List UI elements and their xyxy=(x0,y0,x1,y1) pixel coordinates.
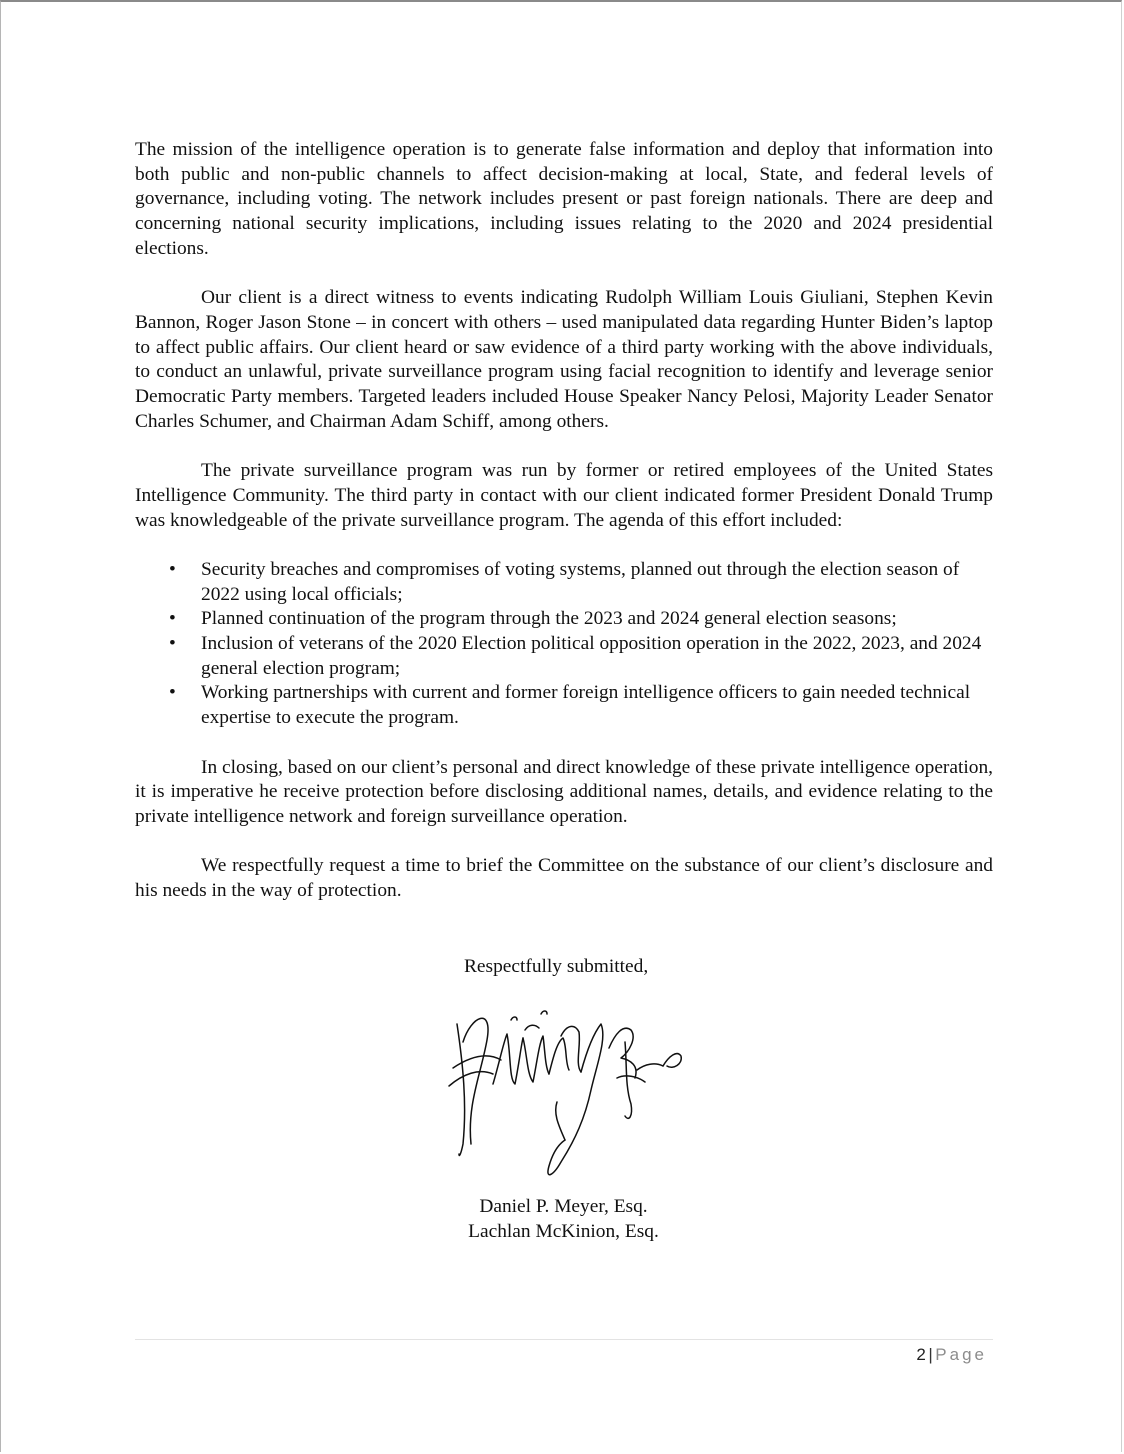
page-footer xyxy=(916,1344,987,1366)
page-separator: | xyxy=(928,1345,934,1364)
bullet-icon: • xyxy=(169,558,176,580)
list-item xyxy=(135,607,993,632)
list-item xyxy=(135,558,993,607)
footer-divider xyxy=(135,1339,993,1340)
closing-salutation: Respectfully submitted, xyxy=(464,956,649,977)
list-item xyxy=(135,681,993,730)
list-item-text: Security breaches and compromises of voting systems, planned out through the election season of 2022 using local officials; xyxy=(201,558,960,605)
list-item xyxy=(135,632,993,681)
paragraph-request: We respectfully request a time to brief the Committee on the substance of our client’s disclosure and his needs in the way of protection. xyxy=(135,855,993,902)
signature-icon xyxy=(441,994,701,1186)
page-label: Page xyxy=(935,1345,987,1364)
paragraph-mission: The mission of the intelligence operation is to generate false information and deploy that information into both public and non-public channels to affect decision-making at local, State, and federal levels of governance, including voting. The network includes present or past foreign nationals. There are deep and concerning national security implications, including issues relating to the 2020 and 2024 presidential elections. xyxy=(135,139,993,259)
agenda-list xyxy=(135,558,993,731)
bullet-icon: • xyxy=(169,608,176,630)
signer-name-meyer: Daniel P. Meyer, Esq. xyxy=(479,1196,648,1217)
list-item-text: Planned continuation of the program through the 2023 and 2024 general election seasons; xyxy=(201,608,897,630)
paragraph-closing: In closing, based on our client’s personal and direct knowledge of these private intelligence operation, it is imperative he receive protection before disclosing additional names, details, and evidence relating to the private intelligence network and foreign surveillance operation. xyxy=(135,756,993,827)
signer-name-mckinion: Lachlan McKinion, Esq. xyxy=(468,1221,659,1242)
list-item-text: Working partnerships with current and former foreign intelligence officers to gain needed technical expertise to execute the program. xyxy=(201,682,971,729)
bullet-icon: • xyxy=(169,682,176,704)
letter-body xyxy=(135,138,993,928)
bullet-icon: • xyxy=(169,633,176,655)
list-item-text: Inclusion of veterans of the 2020 Election political opposition operation in the 2022, 2023, and 2024 general election program; xyxy=(201,633,982,679)
paragraph-witness: Our client is a direct witness to events indicating Rudolph William Louis Giuliani, Stephen Kevin Bannon, Roger Jason Stone – in concert with others – used manipulated data regarding Hunter Biden’s laptop to affect public affairs. Our client heard or saw evidence of a third party working with the above individuals, to conduct an unlawful, private surveillance program using facial recognition to identify and leverage senior Democratic Party members. Targeted leaders included House Speaker Nancy Pelosi, Majority Leader Senator Charles Schumer, and Chairman Adam Schiff, among others. xyxy=(135,287,993,432)
paragraph-surveillance-program: The private surveillance program was run by former or retired employees of the United States Intelligence Community. The third party in contact with our client indicated former President Donald Trump was knowledgeable of the private surveillance program. The agenda of this effort included: xyxy=(135,460,993,531)
page-number: 2 xyxy=(916,1345,927,1364)
